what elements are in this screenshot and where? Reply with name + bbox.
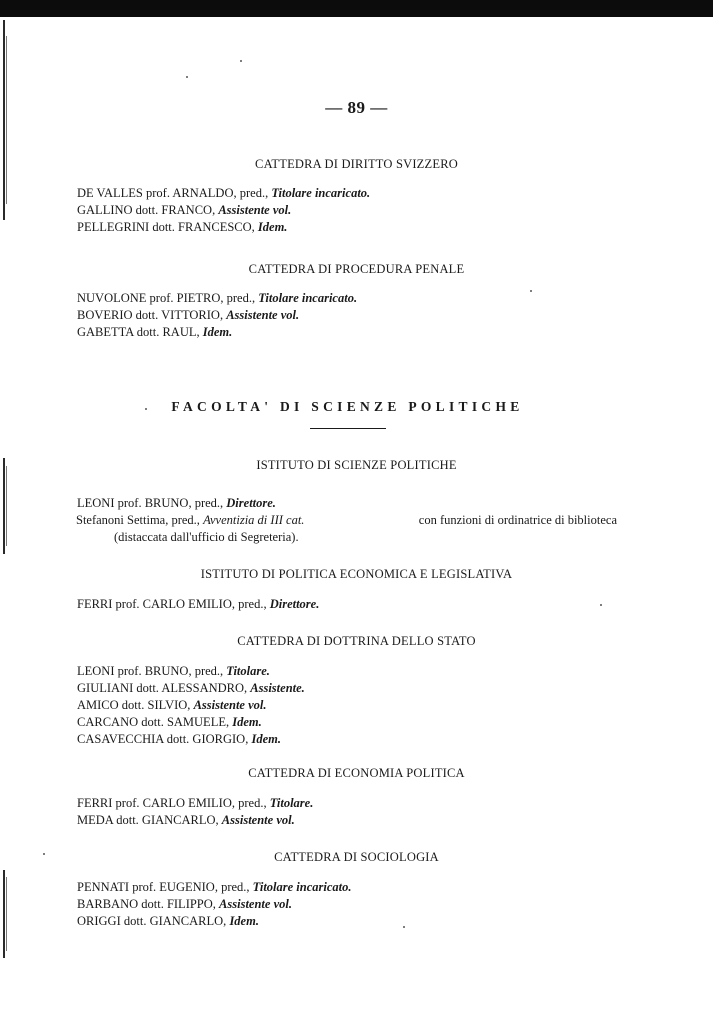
staff-name: AMICO dott. SILVIO,	[77, 698, 194, 712]
staff-entry	[77, 913, 637, 930]
staff-entry-wide	[76, 512, 617, 546]
staff-role: Idem.	[257, 220, 288, 234]
section-entries	[77, 495, 637, 512]
staff-role: Titolare.	[269, 796, 314, 810]
staff-entry	[77, 290, 637, 307]
staff-name-text: Stefanoni Settima, pred.,	[76, 513, 204, 527]
staff-name: BOVERIO dott. VITTORIO,	[77, 308, 227, 322]
staff-name: ORIGGI dott. GIANCARLO,	[77, 914, 230, 928]
staff-name: CARCANO dott. SAMUELE,	[77, 715, 233, 729]
staff-entry-second-line: (distaccata dall'ufficio di Segreteria).	[114, 530, 299, 544]
staff-role: Idem.	[232, 715, 262, 729]
staff-role: Assistente vol.	[193, 698, 267, 712]
staff-role: Assistente vol.	[219, 897, 292, 911]
staff-name: LEONI prof. BRUNO, pred.,	[77, 664, 227, 678]
staff-role: Titolare incaricato.	[258, 291, 358, 305]
staff-name: PELLEGRINI dott. FRANCESCO,	[77, 220, 258, 234]
title-rule	[310, 428, 386, 429]
staff-entry	[77, 879, 637, 896]
staff-role: Idem.	[229, 914, 259, 928]
staff-name: BARBANO dott. FILIPPO,	[77, 897, 220, 911]
scan-speck	[186, 76, 188, 78]
staff-entry	[77, 714, 637, 731]
faculty-title: FACOLTA' DI SCIENZE POLITICHE	[171, 399, 524, 414]
staff-name: GALLINO dott. FRANCO,	[77, 203, 219, 217]
staff-name: NUVOLONE prof. PIETRO, pred.,	[77, 291, 259, 305]
staff-role: Direttore.	[226, 496, 276, 510]
staff-name: PENNATI prof. EUGENIO, pred.,	[77, 880, 253, 894]
staff-entry	[77, 596, 637, 613]
staff-entry	[77, 697, 637, 714]
staff-entry	[77, 324, 637, 341]
section-entries	[77, 290, 637, 341]
staff-role: Titolare incaricato.	[252, 880, 352, 894]
staff-role: Assistente vol.	[226, 308, 300, 322]
staff-entry	[77, 185, 637, 202]
section-heading: CATTEDRA DI PROCEDURA PENALE	[248, 262, 465, 276]
staff-role: Titolare.	[226, 664, 270, 678]
staff-entry	[77, 896, 637, 913]
page-number: — 89 —	[325, 98, 388, 117]
staff-entry	[77, 219, 637, 236]
section-heading: CATTEDRA DI DIRITTO SVIZZERO	[255, 157, 458, 171]
staff-name: LEONI prof. BRUNO, pred.,	[77, 496, 227, 510]
staff-name: CASAVECCHIA dott. GIORGIO,	[77, 732, 252, 746]
section-heading: ISTITUTO DI SCIENZE POLITICHE	[256, 458, 457, 472]
binding-edge-upper	[0, 20, 9, 220]
section-heading: CATTEDRA DI SOCIOLOGIA	[274, 850, 439, 864]
staff-entry	[77, 495, 637, 512]
section-heading: CATTEDRA DI ECONOMIA POLITICA	[248, 766, 465, 780]
staff-name: MEDA dott. GIANCARLO,	[77, 813, 222, 827]
scan-top-border	[0, 0, 713, 17]
staff-role: Assistente vol.	[218, 203, 292, 217]
staff-role: Avventizia di III cat.	[203, 513, 305, 527]
staff-entry	[77, 795, 637, 812]
staff-entry	[77, 680, 637, 697]
staff-name: GABETTA dott. RAUL,	[77, 325, 203, 339]
staff-entry	[77, 202, 637, 219]
staff-name: GIULIANI dott. ALESSANDRO,	[77, 681, 251, 695]
staff-role: Idem.	[202, 325, 233, 339]
section-entries	[77, 185, 637, 236]
staff-role: Assistente.	[250, 681, 305, 695]
binding-edge-lower	[0, 870, 9, 958]
section-entries	[77, 596, 637, 613]
staff-entry	[77, 812, 637, 829]
staff-name: DE VALLES prof. ARNALDO, pred.,	[77, 186, 272, 200]
scan-speck	[240, 60, 242, 62]
staff-entry	[77, 731, 637, 748]
staff-entry-first-line	[76, 512, 617, 529]
section-entries	[77, 663, 637, 748]
section-heading: ISTITUTO DI POLITICA ECONOMICA E LEGISLATIVA	[200, 567, 513, 581]
staff-name: FERRI prof. CARLO EMILIO, pred.,	[77, 796, 270, 810]
staff-entry	[77, 663, 637, 680]
staff-entry	[77, 307, 637, 324]
staff-duty: con funzioni di ordinatrice di biblioteca	[418, 513, 617, 527]
staff-role: Direttore.	[269, 597, 320, 611]
section-entries	[77, 795, 637, 829]
staff-role: Idem.	[251, 732, 281, 746]
section-entries	[77, 879, 637, 930]
staff-name: FERRI prof. CARLO EMILIO, pred.,	[77, 597, 270, 611]
staff-role: Titolare incaricato.	[271, 186, 371, 200]
staff-role: Assistente vol.	[221, 813, 295, 827]
staff-name	[76, 512, 304, 529]
section-heading: CATTEDRA DI DOTTRINA DELLO STATO	[237, 634, 476, 648]
